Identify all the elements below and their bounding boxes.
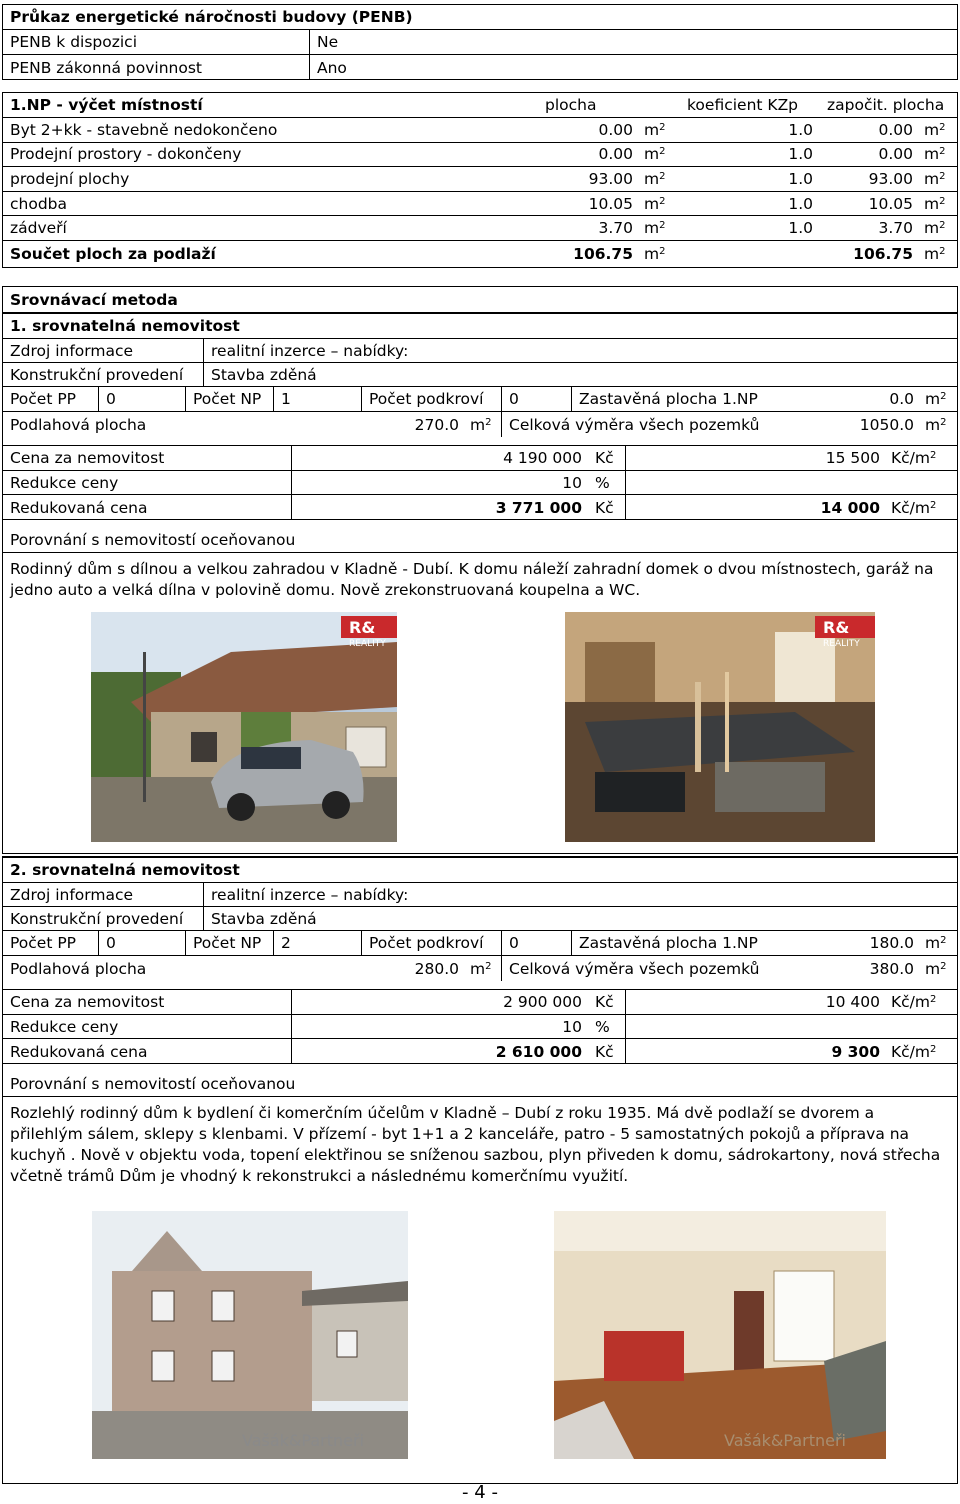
page-number: - 4 - — [462, 1482, 498, 1503]
reduction-unit: % — [595, 473, 610, 492]
attic-value: 0 — [501, 387, 571, 411]
floor-row — [3, 412, 957, 437]
reduced-row — [3, 495, 957, 520]
reduced-per-m2: 14 000 — [625, 495, 887, 520]
room-area: 10.05 — [588, 194, 633, 213]
price-per-m2-unit: Kč/m $^2$ — [891, 449, 937, 467]
floor-unit: m $^2$ — [470, 415, 492, 434]
construction-row — [3, 363, 957, 387]
pp-value: 0 — [98, 387, 185, 411]
compare-label: Porovnání s nemovitostí oceňovanou — [10, 531, 296, 549]
built-unit: m $^2$ — [925, 390, 947, 408]
construction-label: Konstrukční provedení — [10, 365, 184, 384]
reduction-empty — [625, 471, 957, 494]
price-label: Cena za nemovitost — [10, 993, 165, 1011]
room-counted: 93.00 — [868, 169, 913, 188]
price-unit: Kč — [595, 449, 614, 467]
price-value: 4 190 000 — [291, 446, 589, 470]
pp-label: Počet PP — [10, 390, 77, 408]
photo-watermark-2: REALITY — [349, 639, 386, 649]
reduction-empty — [625, 1015, 957, 1038]
comparable-title: 1. srovnatelná nemovitost — [10, 317, 240, 335]
room-row — [3, 216, 957, 241]
penb-value: Ano — [309, 55, 957, 80]
room-coef: 1.0 — [788, 169, 813, 188]
price-table — [3, 989, 957, 1064]
penb-row — [3, 55, 957, 80]
penb-title-row — [3, 5, 957, 30]
room-row — [3, 167, 957, 192]
source-value: realitní inzerce – nabídky: — [203, 883, 957, 906]
construction-value: Stavba zděná — [203, 363, 957, 386]
reduced-per-m2-unit: Kč/m $^2$ — [891, 1042, 937, 1061]
photo-house-street — [92, 1211, 408, 1459]
penb-row — [3, 30, 957, 55]
room-coef: 1.0 — [788, 194, 813, 213]
price-per-m2-unit: Kč/m $^2$ — [891, 993, 937, 1011]
room-area-unit: m $^2$ — [644, 194, 666, 213]
land-unit: m $^2$ — [925, 415, 947, 434]
pp-value: 0 — [98, 931, 185, 955]
reduction-value: 10 — [291, 1015, 589, 1038]
room-name: chodba — [10, 194, 68, 213]
rooms-total-counted-unit: m $^2$ — [924, 245, 946, 263]
reduced-value: 3 771 000 — [291, 495, 589, 520]
counts-row — [3, 931, 957, 956]
room-area-unit: m $^2$ — [644, 120, 666, 139]
floor-label: Podlahová plocha — [10, 959, 147, 978]
source-label: Zdroj informace — [10, 885, 134, 904]
room-row — [3, 143, 957, 168]
method-section — [2, 286, 958, 854]
photo-watermark: R& — [823, 618, 850, 637]
reduction-label: Redukce ceny — [10, 473, 119, 492]
floor-label: Podlahová plocha — [10, 415, 147, 434]
np-value: 2 — [273, 931, 361, 955]
comparable-2 — [3, 857, 957, 1483]
room-counted: 0.00 — [878, 120, 913, 139]
photo-watermark-2: REALITY — [823, 639, 860, 649]
penb-value: Ne — [309, 30, 957, 54]
land-label: Celková výměra všech pozemků — [501, 412, 801, 437]
room-area: 0.00 — [598, 120, 633, 139]
price-per-m2: 10 400 — [625, 990, 887, 1014]
price-label: Cena za nemovitost — [10, 449, 165, 467]
land-value: 1050.0 — [859, 415, 914, 434]
built-label: Zastavěná plocha 1.NP — [571, 387, 771, 411]
room-counted: 10.05 — [868, 194, 913, 213]
floor-unit: m $^2$ — [470, 959, 492, 978]
floor-row — [3, 956, 957, 981]
compare-row — [3, 528, 957, 553]
room-name: prodejní plochy — [10, 169, 130, 188]
room-area: 3.70 — [598, 219, 633, 238]
penb-label: PENB zákonná povinnost — [10, 58, 202, 77]
photo-interior — [554, 1211, 886, 1459]
price-unit: Kč — [595, 993, 614, 1011]
construction-label: Konstrukční provedení — [10, 909, 184, 928]
comparable-title: 2. srovnatelná nemovitost — [10, 861, 240, 879]
price-row — [3, 446, 957, 471]
rooms-total-row — [3, 241, 957, 267]
counts-row — [3, 387, 957, 412]
reduction-value: 10 — [291, 471, 589, 494]
price-per-m2: 15 500 — [625, 446, 887, 470]
rooms-total-counted: 106.75 — [853, 245, 913, 263]
source-row — [3, 339, 957, 363]
np-value: 1 — [273, 387, 361, 411]
pp-label: Počet PP — [10, 934, 77, 952]
np-label: Počet NP — [185, 931, 273, 955]
room-area-unit: m $^2$ — [644, 219, 666, 238]
penb-section — [2, 4, 958, 80]
room-row — [3, 118, 957, 143]
penb-title: Průkaz energetické náročnosti budovy (PENB) — [10, 8, 413, 26]
room-counted: 3.70 — [878, 219, 913, 238]
rooms-header-coef: koeficient KZp — [687, 96, 799, 114]
comparable-title-row — [3, 857, 957, 883]
comparable-description: Rozlehlý rodinný dům k bydlení či komerčním účelům v Kladně – Dubí z roku 1935. Má dvě podlaží se dvorem a přilehlým sálem, sklepy s klenbami. V přízemí - byt 1+1 a 2 kanceláře, patro - 5 samostatných pokojů a příprava na kuchyň . Nově v objektu voda, topení elektřinou se sníženou sazbou, plyn přiveden k domu, sádrokartony, nová střecha včetně trámů Dům je vhodný k rekonstrukci a následnému komerčnímu využití. — [10, 1104, 941, 1185]
rooms-total-area-unit: m $^2$ — [644, 245, 666, 263]
room-counted: 0.00 — [878, 145, 913, 164]
price-row — [3, 990, 957, 1015]
reduction-row — [3, 471, 957, 495]
reduction-row — [3, 1015, 957, 1039]
room-counted-unit: m $^2$ — [924, 120, 946, 139]
floor-value: 280.0 — [414, 959, 459, 978]
price-table — [3, 445, 957, 520]
photo-watermark: Vašák&Partneři — [724, 1431, 846, 1450]
np-label: Počet NP — [185, 387, 273, 411]
room-coef: 1.0 — [788, 120, 813, 139]
built-unit: m $^2$ — [925, 934, 947, 952]
reduced-unit: Kč — [595, 1042, 614, 1061]
photo-house-front — [91, 612, 397, 842]
reduced-row — [3, 1039, 957, 1064]
land-unit: m $^2$ — [925, 959, 947, 978]
comparable-description: Rodinný dům s dílnou a velkou zahradou v Kladně - Dubí. K domu náleží zahradní domek o dvou místnostech, garáž na jedno auto a velká dílna v polovině domu. Nově zrekonstruovaná koupelna a WC. — [10, 560, 934, 599]
room-name: zádveří — [10, 219, 67, 238]
comparable-title-row — [3, 313, 957, 339]
room-area-unit: m $^2$ — [644, 169, 666, 188]
photo-watermark: R& — [349, 618, 376, 637]
room-row — [3, 192, 957, 217]
room-coef: 1.0 — [788, 145, 813, 164]
rooms-header-name: 1.NP - výčet místností — [10, 96, 203, 114]
comparable-2-section — [2, 856, 958, 1484]
reduced-per-m2: 9 300 — [625, 1039, 887, 1064]
rooms-header-counted: započit. plocha — [827, 96, 945, 114]
room-counted-unit: m $^2$ — [924, 145, 946, 164]
comparable-1 — [3, 313, 957, 853]
source-row — [3, 883, 957, 907]
source-value: realitní inzerce – nabídky: — [203, 339, 957, 362]
rooms-total-label: Součet ploch za podlaží — [10, 245, 216, 263]
rooms-total-area: 106.75 — [573, 245, 633, 263]
reduced-label: Redukovaná cena — [10, 498, 148, 517]
source-label: Zdroj informace — [10, 341, 134, 360]
room-counted-unit: m $^2$ — [924, 194, 946, 213]
rooms-header-area: plocha — [545, 96, 597, 114]
reduced-label: Redukovaná cena — [10, 1042, 148, 1061]
room-area: 93.00 — [588, 169, 633, 188]
attic-label: Počet podkroví — [361, 387, 501, 411]
built-label: Zastavěná plocha 1.NP — [571, 931, 771, 955]
penb-label: PENB k dispozici — [10, 33, 138, 51]
built-value: 0.0 — [889, 390, 914, 408]
rooms-table — [2, 92, 958, 268]
room-area: 0.00 — [598, 145, 633, 164]
reduction-label: Redukce ceny — [10, 1017, 119, 1036]
photo-watermark: Vašák&Partneři — [242, 1431, 364, 1450]
method-title: Srovnávací metoda — [10, 290, 178, 309]
floor-value: 270.0 — [414, 415, 459, 434]
land-value: 380.0 — [869, 959, 914, 978]
room-counted-unit: m $^2$ — [924, 169, 946, 188]
price-value: 2 900 000 — [291, 990, 589, 1014]
rooms-header-row — [3, 93, 957, 118]
method-title-row — [3, 287, 957, 313]
room-name: Byt 2+kk - stavebně nedokončeno — [10, 120, 278, 139]
room-area-unit: m $^2$ — [644, 145, 666, 164]
land-label: Celková výměra všech pozemků — [501, 956, 801, 981]
attic-value: 0 — [501, 931, 571, 955]
construction-value: Stavba zděná — [203, 907, 957, 930]
reduced-per-m2-unit: Kč/m $^2$ — [891, 498, 937, 517]
room-coef: 1.0 — [788, 219, 813, 238]
reduced-value: 2 610 000 — [291, 1039, 589, 1064]
room-name: Prodejní prostory - dokončeny — [10, 145, 242, 164]
attic-label: Počet podkroví — [361, 931, 501, 955]
built-value: 180.0 — [869, 934, 914, 952]
reduced-unit: Kč — [595, 498, 614, 517]
construction-row — [3, 907, 957, 931]
compare-row — [3, 1072, 957, 1097]
photo-workshop — [565, 612, 875, 842]
reduction-unit: % — [595, 1017, 610, 1036]
room-counted-unit: m $^2$ — [924, 219, 946, 238]
compare-label: Porovnání s nemovitostí oceňovanou — [10, 1075, 296, 1093]
